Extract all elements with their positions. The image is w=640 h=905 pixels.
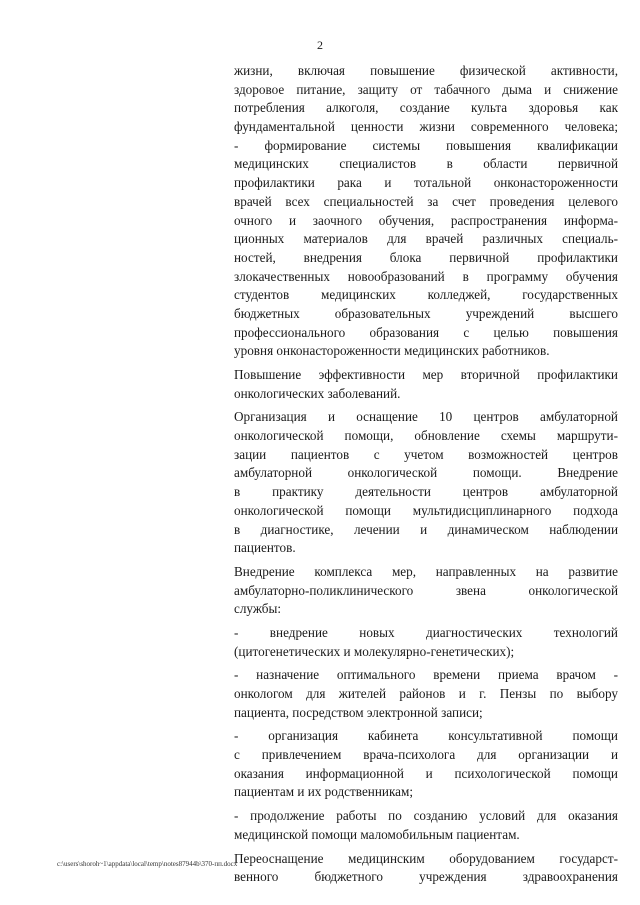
- document-body: [234, 62, 618, 887]
- text-line: студентов медицинских колледжей, государственных: [234, 287, 618, 303]
- text-line: врачей всех специальностей за счет проведения целевого: [234, 193, 618, 209]
- text-line: онкологической помощи мультидисциплинарного подхода: [234, 502, 618, 518]
- text-line: медицинских специалистов в области первичной: [234, 156, 618, 172]
- text-line: Внедрение комплекса мер, направленных на развитие: [234, 563, 618, 579]
- text-line: оказания информационной и психологической помощи: [234, 765, 618, 781]
- text-line: онкологической помощи, обновление схемы маршрути-: [234, 428, 618, 444]
- text-line: профессионального образования с целью повышения: [234, 324, 618, 340]
- text-line: амбулаторной онкологической помощи. Внедрение: [234, 465, 618, 481]
- text-line: - организация кабинета консультативной помощи: [234, 728, 618, 744]
- text-line: здоровое питание, защиту от табачного дыма и снижение: [234, 81, 618, 97]
- text-line: Повышение эффективности мер вторичной профилактики: [234, 367, 618, 382]
- text-line: с привлечением врача-психолога для организации и: [234, 747, 618, 763]
- text-line: Организация и оснащение 10 центров амбулаторной: [234, 409, 618, 425]
- text-line: уровня онконастороженности медицинских работников.: [234, 343, 550, 359]
- text-line: в практику деятельности центров амбулаторной: [234, 484, 618, 500]
- text-line: онкологических заболеваний.: [234, 385, 401, 401]
- text-line: венного бюджетного учреждения здравоохранения: [234, 869, 618, 885]
- text-line: пациента, посредством электронной записи;: [234, 704, 483, 720]
- text-line: (цитогенетических и молекулярно-генетических);: [234, 643, 515, 659]
- text-line: пациентов.: [234, 540, 296, 556]
- text-line: - назначение оптимального времени приема врачом -: [234, 667, 618, 683]
- text-line: службы:: [234, 601, 282, 617]
- text-line: жизни, включая повышение физической активности,: [234, 63, 618, 78]
- text-line: потребления алкоголя, создание культа здоровья как: [234, 100, 618, 116]
- text-line: Переоснащение медицинским оборудованием государст-: [234, 850, 618, 866]
- text-line: ностей, внедрения блока первичной профилактики: [234, 249, 618, 265]
- text-line: бюджетных образовательных учреждений высшего: [234, 305, 618, 321]
- text-line: злокачественных новообразований в программу обучения: [234, 268, 618, 284]
- text-line: зации пациентов с учетом возможностей центров: [234, 446, 618, 462]
- text-line: амбулаторно-поликлинического звена онкологической: [234, 582, 618, 598]
- text-line: медицинской помощи маломобильным пациентам.: [234, 826, 520, 842]
- text-line: в диагностике, лечении и динамическом наблюдении: [234, 521, 618, 537]
- file-path-footer: c:\users\shoroh~1\appdata\local\temp\notes87944b\370-пп.docx: [57, 860, 238, 868]
- text-line: фундаментальной ценности жизни современного человека;: [234, 119, 618, 135]
- text-line: очного и заочного обучения, распространения информа-: [234, 212, 618, 228]
- text-line: ционных материалов для врачей различных специаль-: [234, 231, 618, 247]
- text-line: - формирование системы повышения квалификации: [234, 137, 618, 153]
- text-line: профилактики рака и тотальной онконастороженности: [234, 175, 618, 191]
- text-line: - внедрение новых диагностических технологий: [234, 624, 618, 640]
- text-line: - продолжение работы по созданию условий для оказания: [234, 808, 618, 824]
- page-number: 2: [317, 38, 323, 52]
- text-line: онкологом для жителей районов и г. Пензы по выбору: [234, 686, 618, 701]
- text-line: пациентам и их родственникам;: [234, 784, 414, 800]
